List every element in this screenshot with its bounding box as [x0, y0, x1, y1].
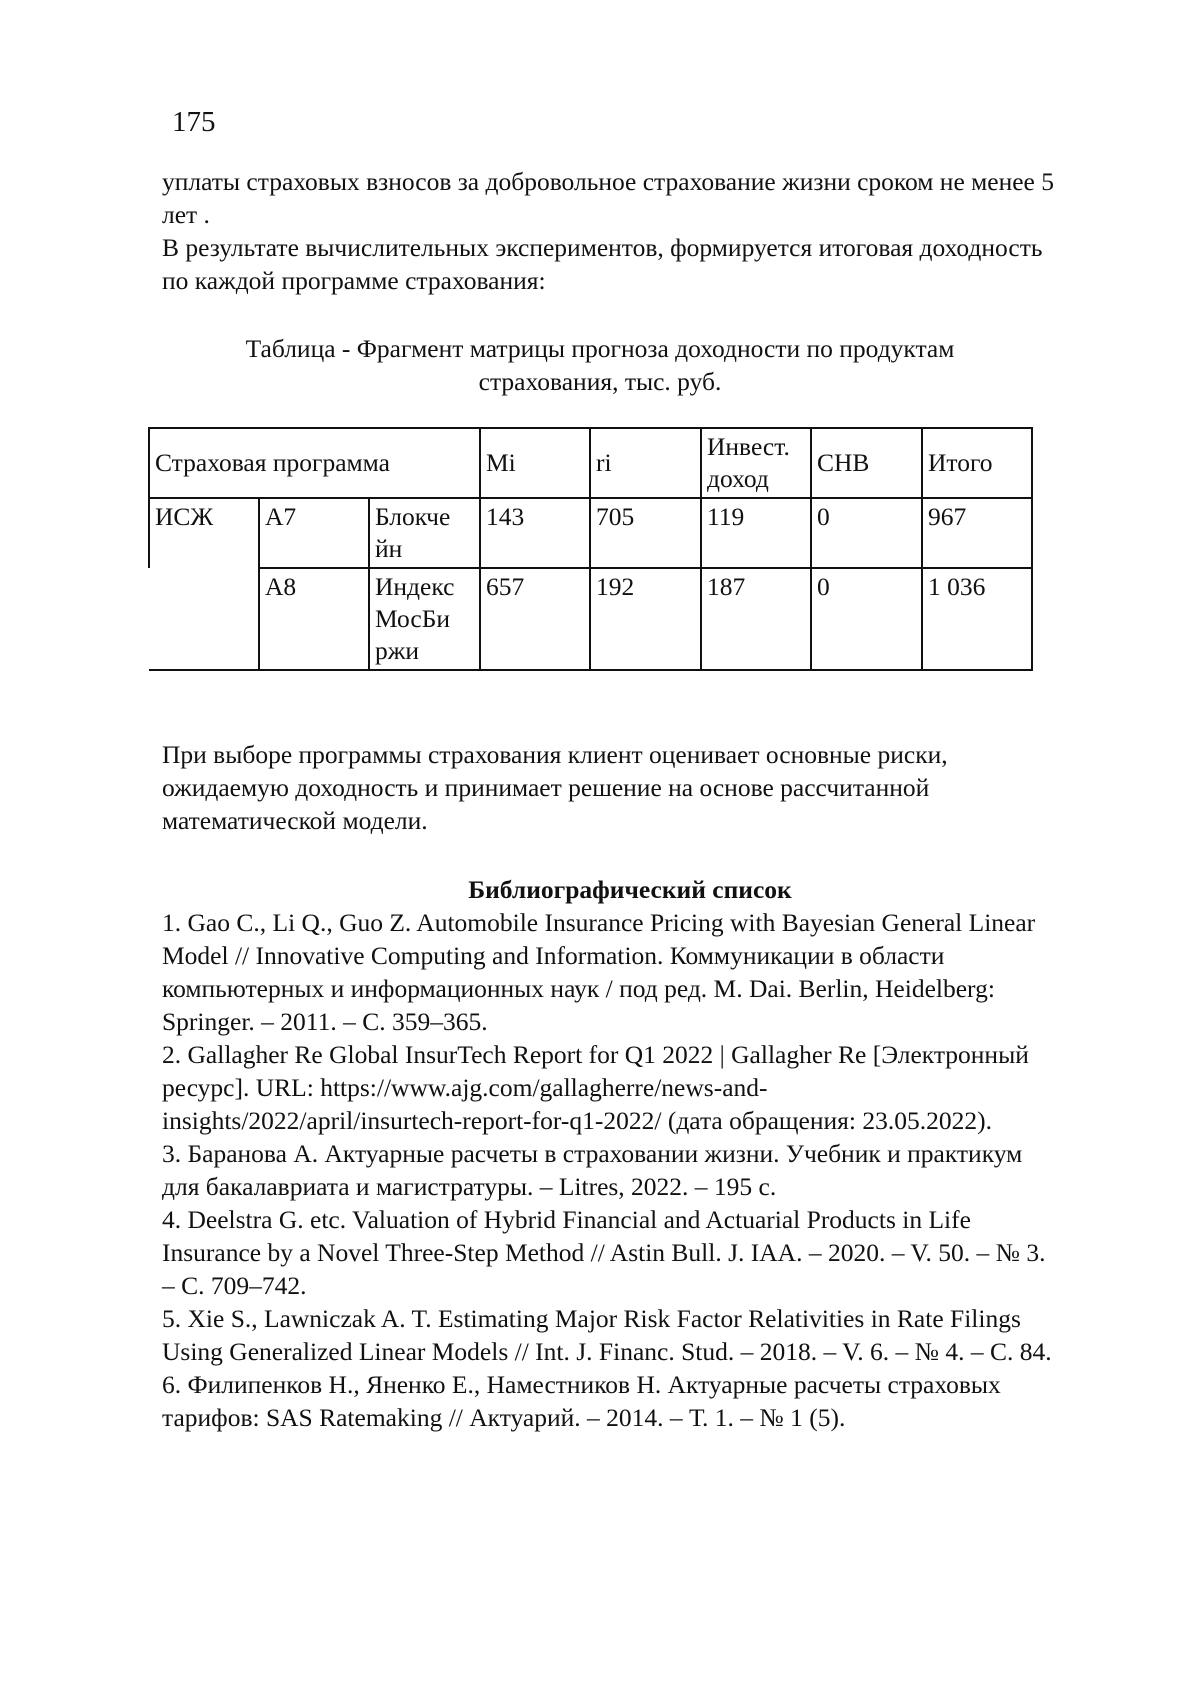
bibliography-item: 3. Баранова А. Актуарные расчеты в страховании жизни. Учебник и практикум для бакалавриата и магистратуры. – Litres, 2022. – 195 с.: [162, 1139, 1023, 1201]
table-header-row: [149, 428, 1032, 498]
bibliography-item: 5. Xie S., Lawniczak A. T. Estimating Major Risk Factor Relativities in Rate Filings Using Generalized Linear Models // Int. J. Financ. Stud. – 2018. – V. 6. – № 4. – С. 84.: [162, 1304, 1052, 1366]
row-invest: 187: [701, 568, 811, 670]
header-snv: СНВ: [811, 428, 922, 498]
header-mi: Mi: [480, 428, 590, 498]
bibliography-heading: Библиографический список: [468, 875, 792, 904]
row-ri: 705: [590, 498, 701, 568]
bibliography-list: [162, 906, 1062, 1434]
row-snv: 0: [811, 568, 922, 670]
row-invest: 119: [701, 498, 811, 568]
row-ri: 192: [590, 568, 701, 670]
header-total: Итого: [922, 428, 1032, 498]
intro-paragraph-2: В результате вычислительных экспериментов, формируется итоговая доходность по каждой программе страхования:: [162, 233, 1043, 295]
header-program: Страховая программа: [149, 428, 480, 498]
group-cell: ИСЖ: [149, 498, 259, 568]
table-caption-line-1: Таблица - Фрагмент матрицы прогноза доходности по продуктам: [245, 334, 955, 363]
row-total: 967: [922, 498, 1032, 568]
header-invest: Инвест. доход: [701, 428, 811, 498]
row-mi: 143: [480, 498, 590, 568]
table-row: [149, 568, 1032, 670]
intro-paragraph-1: уплаты страховых взносов за добровольное страхование жизни сроком не менее 5 лет .: [162, 167, 1055, 229]
row-code: А7: [259, 498, 369, 568]
conclusion-paragraph: При выборе программы страхования клиент оценивает основные риски, ожидаемую доходность и принимает решение на основе рассчитанной математической модели.: [162, 740, 948, 835]
table-caption: [140, 332, 1060, 398]
bibliography-item: 6. Филипенков Н., Яненко Е., Наместников Н. Актуарные расчеты страховых тарифов: SAS Ratemaking // Актуарий. – 2014. – Т. 1. – № 1 (5).: [162, 1370, 1001, 1432]
header-ri: ri: [590, 428, 701, 498]
row-code: А8: [259, 568, 369, 670]
row-name: Индекс МосБи ржи: [369, 568, 480, 670]
bibliography-item: 4. Deelstra G. etc. Valuation of Hybrid Financial and Actuarial Products in Life Insurance by a Novel Three-Step Method // Astin Bull. J. IAA. – 2020. – V. 50. – № 3. – С. 709–742.: [162, 1205, 1046, 1300]
row-name: Блокче йн: [369, 498, 480, 568]
intro-text: [162, 165, 1062, 297]
row-total: 1 036: [922, 568, 1032, 670]
conclusion-text: [162, 738, 1062, 837]
row-mi: 657: [480, 568, 590, 670]
table-row: [149, 498, 1032, 568]
page-number: 175: [172, 106, 216, 138]
bibliography-item: 2. Gallagher Re Global InsurTech Report for Q1 2022 | Gallagher Re [Электронный ресурс]. URL: https://www.ajg.com/gallagherre/news-and-insights/2022/april/insurtech-report-for-q1-2022/ (дата обращения: 23.05.2022).: [162, 1040, 1029, 1135]
table-caption-line-2: страхования, тыс. руб.: [478, 367, 722, 396]
forecast-matrix-table: [148, 427, 1033, 671]
group-cell-continuation: [149, 568, 259, 670]
row-snv: 0: [811, 498, 922, 568]
bibliography-item: 1. Gao C., Li Q., Guo Z. Automobile Insurance Pricing with Bayesian General Linear Model // Innovative Computing and Information. Коммуникации в области компьютерных и информационных наук / под ред. M. Dai. Berlin, Heidelberg: Springer. – 2011. – С. 359–365.: [162, 908, 1036, 1036]
